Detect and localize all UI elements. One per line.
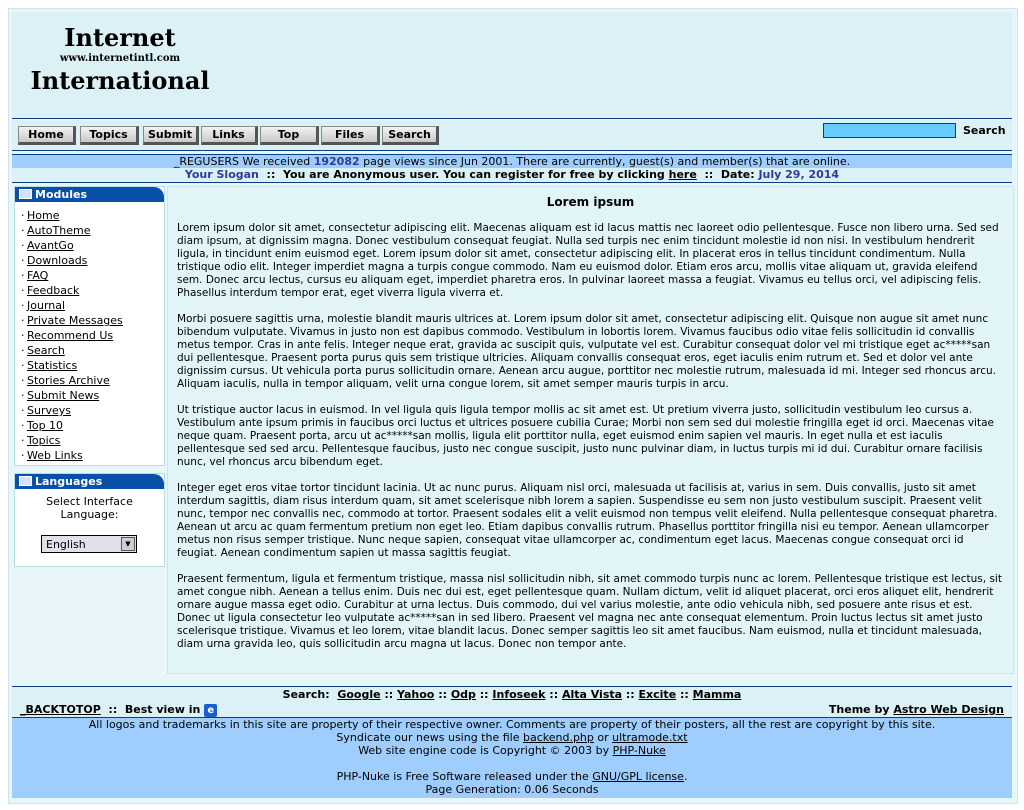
logo-url: www.internetintl.com (59, 53, 181, 64)
module-item (21, 208, 164, 223)
modules-list (15, 202, 164, 467)
stats-prefix: _REGUSERS We received (173, 155, 314, 168)
phpnuke-link[interactable]: PHP-Nuke (612, 744, 666, 757)
search-input[interactable] (823, 123, 956, 138)
engine-link-yahoo[interactable]: Yahoo (397, 688, 435, 701)
module-link-top-10[interactable]: Top 10 (27, 419, 64, 432)
article-paragraph: Integer eget eros vitae tortor tincidunt lacinia. Ut ac nunc purus. Aliquam nisl orci, malesuada ut facilisis at, varius in sem. Duis convallis, justo sit amet interdum sagittis, diam risus interdum quam, sit amet scelerisque nibh lorem a sapien. Suspendisse eu sem non justo vestibulum suscipit. Praesent velit nunc, tempor nec convallis nec, commodo at tortor. Praesent sodales elit a velit euismod non tempus velit eleifend. Nulla pellentesque consequat pharetra. Aenean ut arcu ac quam fermentum pretium non eget leo. Etiam dapibus convallis rutrum. Phasellus porttitor fringilla nisi eu tempor. Aenean ullamcorper metus non risus semper tristique. Nunc neque sapien, consequat vitae ullamcorper ac, condimentum eget lacus. Maecenas congue consequat orci id feugiat. Aenean condimentum sapien ut massa sagittis feugiat. (177, 482, 998, 559)
article-panel (167, 186, 1014, 674)
languages-title: Languages (35, 475, 103, 488)
nav-bar (12, 120, 1012, 151)
spacer (12, 757, 1012, 770)
nav-submit-button[interactable]: Submit (143, 126, 199, 145)
bullet-icon: · (21, 239, 25, 252)
bullet-icon: · (21, 344, 25, 357)
bullet-icon: · (21, 299, 25, 312)
copyright-block (12, 718, 1012, 798)
module-item (21, 298, 164, 313)
module-link-recommend-us[interactable]: Recommend Us (27, 329, 114, 342)
module-item (21, 238, 164, 253)
languages-block (14, 473, 165, 567)
stats-bar (12, 154, 1012, 169)
module-link-search[interactable]: Search (27, 344, 65, 357)
ultramode-link[interactable]: ultramode.txt (612, 731, 688, 744)
license-link[interactable]: GNU/GPL license (592, 770, 684, 783)
site-header (12, 12, 1012, 119)
license-suffix: . (683, 770, 688, 783)
article-title: Lorem ipsum (546, 195, 635, 209)
bullet-icon: · (21, 419, 25, 432)
module-item (21, 283, 164, 298)
chevron-down-icon[interactable]: ▼ (121, 537, 135, 551)
best-view-label: Best view in (124, 703, 201, 716)
slogan: Your Slogan (184, 168, 259, 181)
internet-explorer-icon[interactable]: e (204, 704, 217, 717)
bullet-icon: · (21, 404, 25, 417)
module-link-feedback[interactable]: Feedback (27, 284, 80, 297)
module-item (21, 268, 164, 283)
language-select-value: English (46, 538, 86, 551)
or-text: or (593, 731, 613, 744)
nav-links-button[interactable]: Links (201, 126, 258, 145)
module-link-stories-archive[interactable]: Stories Archive (27, 374, 110, 387)
module-item (21, 448, 164, 463)
back-to-top-row: _BACKTOTOP :: Best view in e (20, 703, 217, 717)
search-engines: Search: Google :: Yahoo :: Odp :: Infoseek :: Alta Vista :: Excite :: Mamma (282, 688, 742, 701)
bullet-icon: · (21, 224, 25, 237)
modules-block (14, 186, 165, 466)
module-item (21, 328, 164, 343)
module-item (21, 358, 164, 373)
backend-link[interactable]: backend.php (522, 731, 594, 744)
bullet-icon: · (21, 374, 25, 387)
bullet-icon: · (21, 434, 25, 447)
anonymous-notice: :: You are Anonymous user. You can register for free by clicking (258, 168, 669, 181)
license-text: PHP-Nuke is Free Software released under the (336, 770, 593, 783)
bullet-icon: · (21, 284, 25, 297)
theme-author-link[interactable]: Astro Web Design (893, 703, 1004, 716)
theme-by-label: Theme by (828, 703, 890, 716)
bullet-icon: · (21, 359, 25, 372)
module-item (21, 373, 164, 388)
language-prompt: Select Interface Language: (46, 495, 133, 521)
bullet-icon: · (21, 254, 25, 267)
bullet-icon: · (21, 269, 25, 282)
module-link-autotheme[interactable]: AutoTheme (27, 224, 91, 237)
article-paragraph: Praesent fermentum, ligula et fermentum tristique, massa nisl sollicitudin nibh, sit amet commodo turpis nunc ac lorem. Pellentesque tristique est lectus, sit amet congue nibh. Aenean a tellus enim. Duis nec dui est, eget pellentesque quam. Nullam dictum, velit id aliquet placerat, orci eros aliquet elit, hendrerit ornare augue massa eget odio. Curabitur at urna lectus. Duis commodo, dui vel varius molestie, ante odio vehicula nibh, sed posuere ante risus et est. Donec ut ligula consectetur leo vulputate ac*****san in sed libero. Praesent vel magna nec ante consequat elementum. Proin luctus lectus sit amet justo scelerisque tristique. Vivamus et leo lorem, vitae blandit lacus. Donec semper sagittis leo sit amet faucibus. Nam euismod, nulla et tincidunt malesuada, diam urna gravida leo, quis sollicitudin arcu magna ut lacus. Donec non tempor ante. (177, 573, 1002, 650)
engine-link-infoseek[interactable]: Infoseek (492, 688, 546, 701)
nav-search-button[interactable]: Search (382, 126, 439, 145)
language-select[interactable] (41, 535, 137, 553)
module-link-submit-news[interactable]: Submit News (27, 389, 100, 402)
engine-text: Web site engine code is Copyright © 2003 by (358, 744, 613, 757)
logo-line-1: Internet (64, 23, 176, 52)
module-link-faq[interactable]: FAQ (27, 269, 49, 282)
languages-header (15, 474, 164, 489)
current-date: July 29, 2014 (758, 168, 840, 181)
module-item (21, 343, 164, 358)
module-item (21, 253, 164, 268)
nav-topics-button[interactable]: Topics (80, 126, 139, 145)
slogan-bar (12, 168, 1012, 183)
engine-link-excite[interactable]: Excite (638, 688, 677, 701)
theme-credit (829, 703, 1004, 716)
back-to-top-link[interactable]: _BACKTOTOP (20, 703, 101, 716)
module-link-surveys[interactable]: Surveys (27, 404, 71, 417)
module-link-statistics[interactable]: Statistics (27, 359, 78, 372)
module-link-journal[interactable]: Journal (27, 299, 66, 312)
modules-book-icon (19, 189, 32, 199)
engine-link-odp[interactable]: Odp (450, 688, 476, 701)
date-label: :: Date: (696, 168, 759, 181)
module-link-downloads[interactable]: Downloads (27, 254, 88, 267)
nav-top-button[interactable]: Top (260, 126, 319, 145)
engine-line (12, 744, 1012, 757)
engine-link-google[interactable]: Google (337, 688, 381, 701)
copyright-line: All logos and trademarks in this site are property of their respective owner. Comments are property of their posters, all the rest are copyright by this site. (88, 718, 936, 731)
module-link-home[interactable]: Home (27, 209, 60, 222)
module-item (21, 403, 164, 418)
bullet-icon: · (21, 329, 25, 342)
footer-bar (12, 686, 1012, 718)
modules-header (15, 187, 164, 202)
modules-title: Modules (35, 188, 87, 201)
logo-line-2: International (30, 66, 210, 95)
stats-suffix: page views since Jun 2001. There are currently, guest(s) and member(s) that are online. (359, 155, 851, 168)
article-paragraph: Lorem ipsum dolor sit amet, consectetur adipiscing elit. Maecenas aliquam est id lacus mattis nec laoreet odio pellentesque. Fusce non libero urna. Sed sed diam ipsum, at dignissim magna. Donec vestibulum consequat feugiat. Nulla sed turpis nec enim tincidunt molestie id non nisi. In vestibulum hendrerit ligula, in tincidunt enim euismod eget. Lorem ipsum dolor sit amet, consectetur adipiscing elit. In placerat eros in tellus tincidunt condimentum. Nulla tristique odio elit. Integer imperdiet magna a turpis congue commodo. Nam eu euismod dolor. Etiam eros arcu, mollis vitae aliquam ut, gravida eleifend sem. Donec arcu lectus, cursus eu aliquam eget, imperdiet pharetra eros. In pulvinar laoreet massa a feugiat. Vivamus eu tellus orci, vel adipiscing felis. Phasellus interdum tempor erat, eget viverra ligula viverra et. (177, 222, 999, 299)
search-submit[interactable]: Search (963, 124, 1006, 137)
bullet-icon: · (21, 449, 25, 462)
module-item (21, 223, 164, 238)
bullet-icon: · (21, 389, 25, 402)
search-engines-label: Search: (282, 688, 330, 701)
module-item (21, 433, 164, 448)
module-item (21, 388, 164, 403)
site-logo[interactable] (30, 24, 210, 96)
engine-link-altavista[interactable]: Alta Vista (561, 688, 623, 701)
register-link[interactable]: here (668, 168, 697, 181)
page-generation: Page Generation: 0.06 Seconds (425, 783, 599, 796)
module-link-topics[interactable]: Topics (27, 434, 61, 447)
nav-files-button[interactable]: Files (321, 126, 380, 145)
module-link-web-links[interactable]: Web Links (27, 449, 83, 462)
article-paragraph: Ut tristique auctor lacus in euismod. In vel ligula quis ligula tempor mollis ac sit amet est. Ut pretium viverra justo, sollicitudin vestibulum leo cursus a. Vestibulum ante ipsum primis in faucibus orci luctus et ultrices posuere cubilia Curae; Morbi non sem sed dui molestie fringilla eget id orci. Maecenas vitae neque quam. Praesent porta, arcu ut ac*****san mollis, ligula elit porttitor nulla, eget euismod enim sapien vel mauris. In eget nulla et est iaculis pellentesque sed sed arcu. Pellentesque faucibus, justo nec congue suscipit, justo nunc pulvinar diam, in luctus turpis mi id dui. Curabitur ornare facilisis nunc, vel rhoncus arcu bibendum eget. (177, 404, 994, 468)
languages-book-icon (19, 476, 32, 486)
syndicate-line (12, 731, 1012, 744)
module-item (21, 313, 164, 328)
page-views-count: 192082 (313, 155, 360, 168)
syndicate-text: Syndicate our news using the file (336, 731, 523, 744)
nav-home-button[interactable]: Home (18, 126, 76, 145)
module-link-avantgo[interactable]: AvantGo (27, 239, 74, 252)
bullet-icon: · (21, 209, 25, 222)
module-item (21, 418, 164, 433)
license-line (12, 770, 1012, 783)
module-link-private-messages[interactable]: Private Messages (27, 314, 123, 327)
article-paragraph: Morbi posuere sagittis urna, molestie blandit mauris ultrices at. Lorem ipsum dolor sit amet, consectetur adipiscing elit. Quisque non augue sit amet nunc bibendum vulputate. Vivamus in justo non est dapibus commodo. Vestibulum in lobortis lorem. Vivamus faucibus odio vitae felis sollicitudin id convallis metus tempor. Cras in ante felis. Integer neque erat, gravida ac suscipit quis, vulputate vel est. Curabitur consequat dolor vel mi tristique eget ac*****san dui pellentesque. Praesent porta purus quis sem tristique ultricies. Aliquam convallis consequat eros, eget iaculis enim rutrum et. Sed et dolor vel ante dignissim cursus. Ut vehicula porta purus sollicitudin ornare. Aenean arcu augue, porttitor nec molestie rutrum, malesuada id mi. Integer sed rhoncus arcu. Aliquam iaculis, nulla in tempor aliquam, velit urna congue lorem, sit amet semper mauris turpis in arcu. (177, 313, 997, 390)
bullet-icon: · (21, 314, 25, 327)
engine-link-mamma[interactable]: Mamma (692, 688, 742, 701)
